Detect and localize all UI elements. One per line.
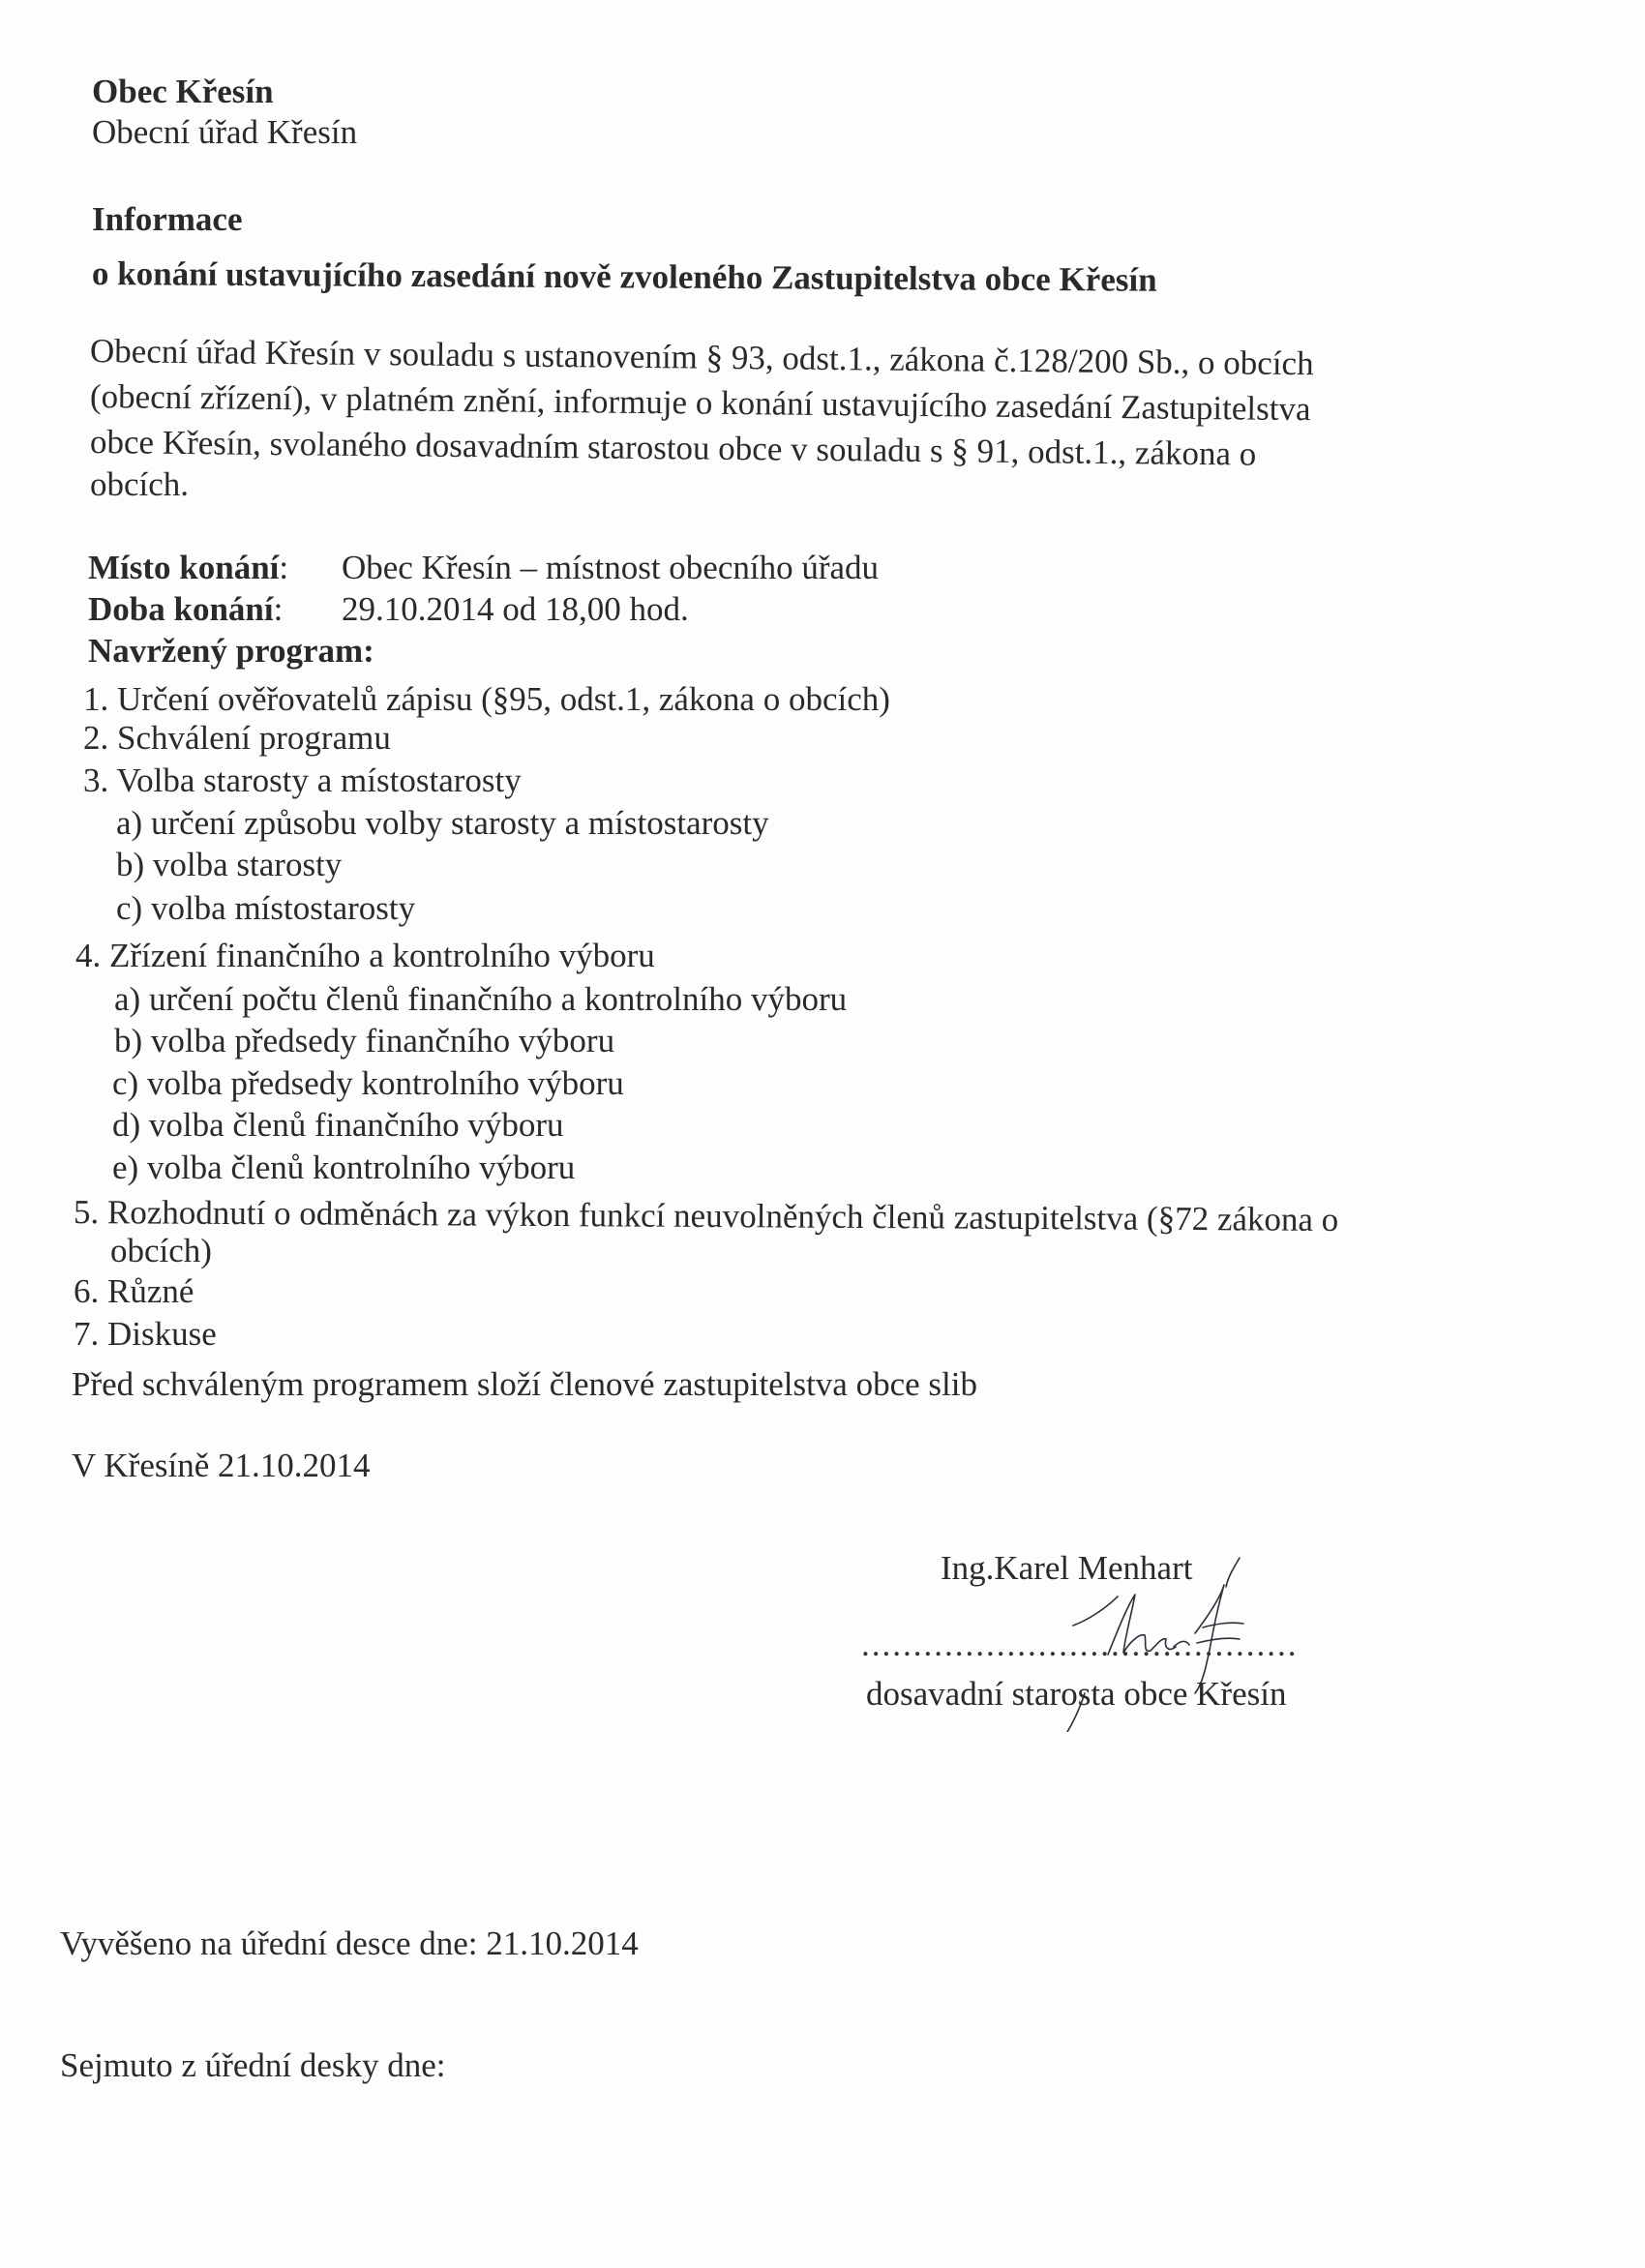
program-heading: Navržený program: xyxy=(88,632,374,670)
place-date: V Křesíně 21.10.2014 xyxy=(72,1447,371,1484)
program-item: 7. Diskuse xyxy=(74,1315,217,1353)
program-subitem: b) volba starosty xyxy=(116,846,343,883)
program-item: 3. Volba starosty a místostarosty xyxy=(83,761,522,799)
office-name: Obecní úřad Křesín xyxy=(92,113,358,151)
removed-date: Sejmuto z úřední desky dne: xyxy=(60,2046,446,2084)
program-subitem: e) volba členů kontrolního výboru xyxy=(112,1149,576,1186)
municipality-name: Obec Křesín xyxy=(92,73,274,110)
program-subitem: a) určení způsobu volby starosty a místostarosty xyxy=(116,804,769,842)
program-subitem: d) volba členů finančního výboru xyxy=(112,1106,564,1144)
document-title: Informace xyxy=(92,200,243,238)
intro-line-4: obcích. xyxy=(90,465,190,503)
oath-note: Před schváleným programem složí členové zastupitelstva obce slib xyxy=(72,1365,977,1403)
signatory-role: dosavadní starosta obce Křesín xyxy=(866,1675,1287,1713)
time-label: Doba konání: xyxy=(88,590,284,628)
program-item: 5. Rozhodnutí o odměnách za výkon funkcí neuvolněných členů zastupitelstva (§72 zákona o xyxy=(73,1193,1339,1238)
program-subitem: b) volba předsedy finančního výboru xyxy=(114,1022,615,1059)
place-label: Místo konání: xyxy=(88,549,289,586)
program-subitem: a) určení počtu členů finančního a kontrolního výboru xyxy=(114,980,848,1018)
signature-line: .......................................... xyxy=(861,1626,1299,1663)
program-item: 2. Schválení programu xyxy=(83,719,391,757)
posted-date: Vyvěšeno na úřední desce dne: 21.10.2014 xyxy=(60,1925,639,1962)
program-item: 6. Různé xyxy=(74,1272,194,1310)
place-value: Obec Křesín – místnost obecního úřadu xyxy=(342,549,880,586)
program-item: 4. Zřízení finančního a kontrolního výboru xyxy=(75,937,655,974)
signatory-name: Ing.Karel Menhart xyxy=(941,1549,1193,1587)
time-row xyxy=(88,589,689,630)
document-subtitle: o konání ustavujícího zasedání nově zvoleného Zastupitelstva obce Křesín xyxy=(91,254,1157,299)
program-subitem: c) volba místostarosty xyxy=(116,889,416,927)
intro-line-1: Obecní úřad Křesín v souladu s ustanovením § 93, odst.1., zákona č.128/200 Sb., o obcích xyxy=(89,332,1314,383)
program-subitem: c) volba předsedy kontrolního výboru xyxy=(112,1064,624,1102)
place-row xyxy=(88,548,879,588)
intro-line-3: obce Křesín, svolaného dosavadním starostou obce v souladu s § 91, odst.1., zákona o xyxy=(89,423,1257,473)
time-value: 29.10.2014 od 18,00 hod. xyxy=(342,590,689,628)
intro-line-2: (obecní zřízení), v platném znění, informuje o konání ustavujícího zasedání Zastupitelstva xyxy=(89,377,1311,429)
program-item: 1. Určení ověřovatelů zápisu (§95, odst.1, zákona o obcích) xyxy=(83,680,890,718)
program-item-continuation: obcích) xyxy=(110,1232,212,1269)
